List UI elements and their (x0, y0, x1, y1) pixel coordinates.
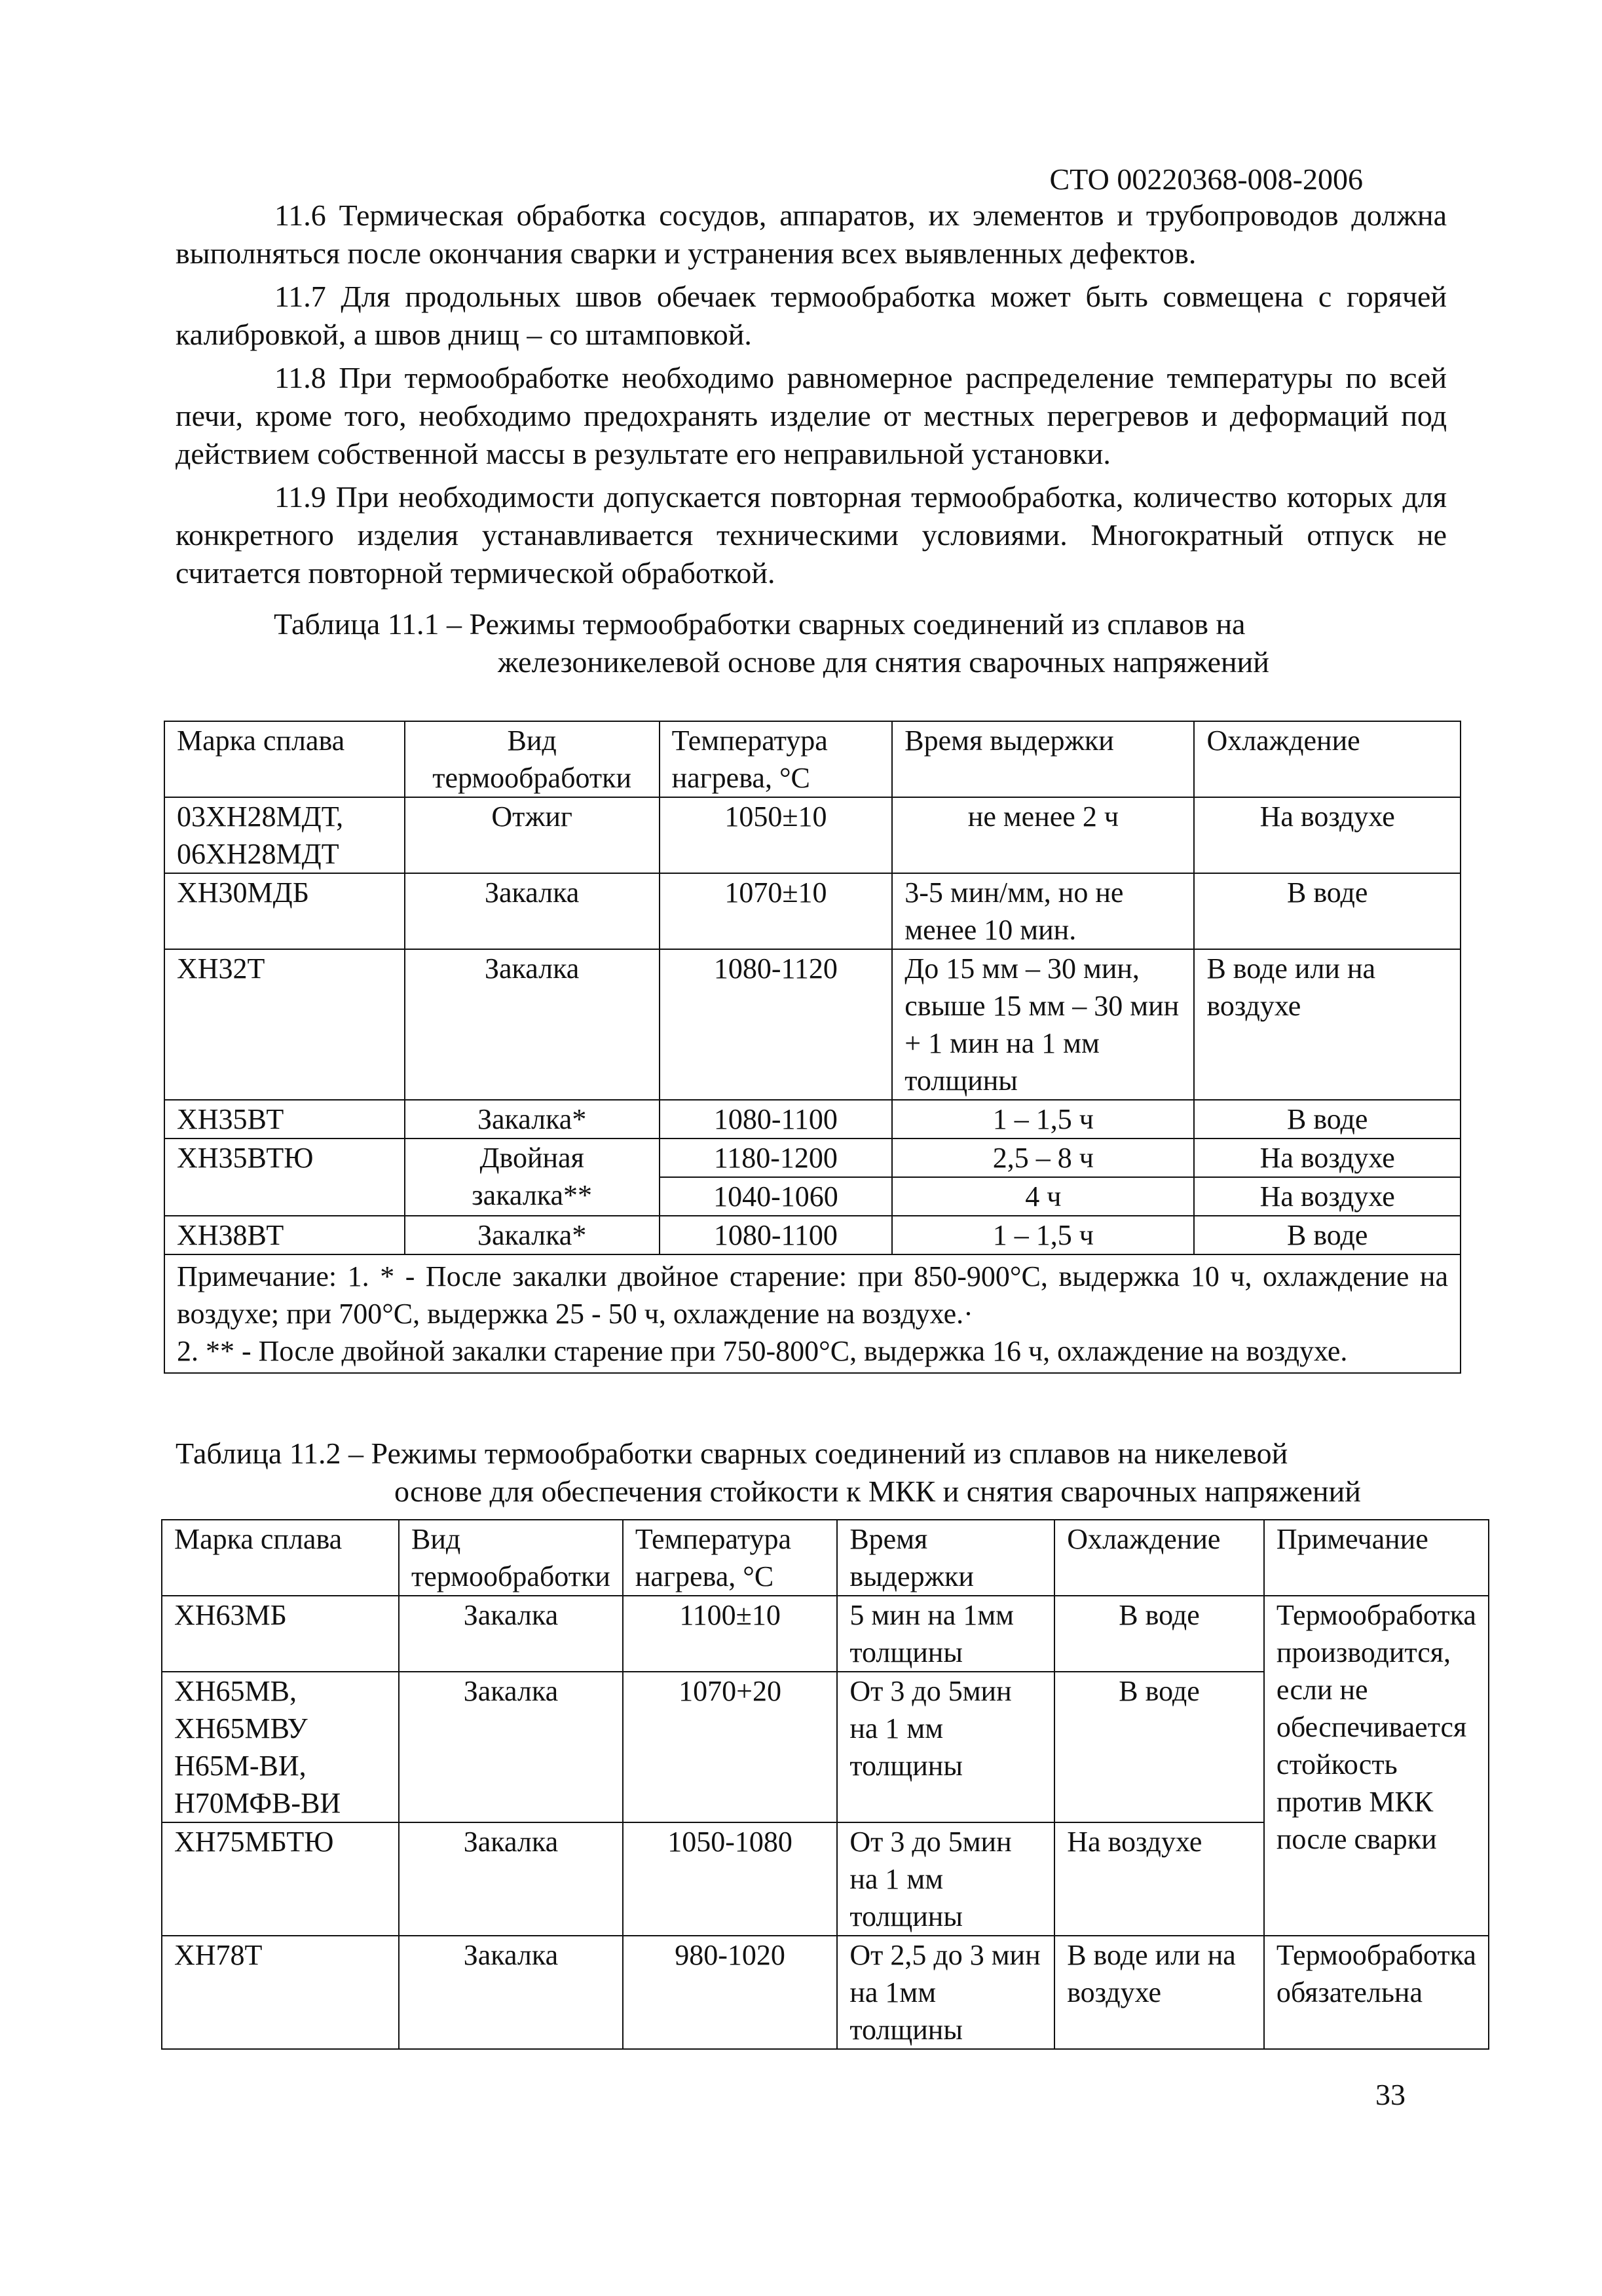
table-11-2 (161, 1519, 1489, 2050)
cell-alloy: ХН78Т (162, 1936, 399, 2049)
table-row (162, 1596, 1489, 1672)
cell-time: 1 – 1,5 ч (892, 1100, 1194, 1139)
cell-remark: Термообработка обязательна (1264, 1936, 1489, 2049)
table-row (164, 949, 1461, 1100)
cell-temperature: 1180-1200 (660, 1139, 893, 1177)
cell-alloy: ХН63МБ (162, 1596, 399, 1672)
table-11-1 (164, 721, 1461, 1374)
cell-time: 4 ч (892, 1177, 1194, 1216)
cell-alloy: ХН75МБТЮ (162, 1822, 399, 1936)
cell-cooling: В воде (1194, 1216, 1461, 1254)
cell-alloy: 03ХН28МДТ, 06ХН28МДТ (164, 797, 405, 873)
header-treatment: Вид термообработки (405, 721, 660, 797)
table-1-caption-line-1: Таблица 11.1 – Режимы термообработки сварных соединений из сплавов на (274, 607, 1246, 641)
cell-temperature: 1050±10 (660, 797, 893, 873)
cell-cooling: В воде (1054, 1672, 1264, 1822)
note-2: 2. ** - После двойной закалки старение при 750-800°С, выдержка 16 ч, охлаждение на воздухе. (177, 1335, 1348, 1367)
document-code: СТО 00220368-008-2006 (1049, 162, 1363, 196)
cell-cooling: На воздухе (1054, 1822, 1264, 1936)
table-row (164, 1139, 1461, 1177)
cell-time: 2,5 – 8 ч (892, 1139, 1194, 1177)
table-header-row (162, 1520, 1489, 1596)
cell-temperature: 1080-1100 (660, 1100, 893, 1139)
cell-time: От 3 до 5мин на 1 мм толщины (837, 1822, 1054, 1936)
cell-cooling: На воздухе (1194, 1177, 1461, 1216)
cell-temperature: 1100±10 (623, 1596, 837, 1672)
cell-time: 3-5 мин/мм, но не менее 10 мин. (892, 873, 1194, 949)
header-temperature: Температура нагрева, °С (660, 721, 893, 797)
table-row (162, 1936, 1489, 2049)
cell-treatment: Двойная закалка** (405, 1139, 660, 1216)
cell-alloy: ХН65МВ, ХН65МВУ Н65М-ВИ, Н70МФВ-ВИ (162, 1672, 399, 1822)
cell-treatment: Закалка (405, 873, 660, 949)
table-header-row (164, 721, 1461, 797)
cell-temperature: 1040-1060 (660, 1177, 893, 1216)
cell-treatment: Закалка* (405, 1216, 660, 1254)
cell-cooling: В воде или на воздухе (1054, 1936, 1264, 2049)
cell-temperature: 1070±10 (660, 873, 893, 949)
cell-treatment: Закалка (399, 1596, 623, 1672)
cell-treatment: Отжиг (405, 797, 660, 873)
cell-temperature: 1050-1080 (623, 1822, 837, 1936)
header-alloy: Марка сплава (164, 721, 405, 797)
header-temperature: Температура нагрева, °С (623, 1520, 837, 1596)
cell-treatment: Закалка (399, 1936, 623, 2049)
cell-time: 1 – 1,5 ч (892, 1216, 1194, 1254)
header-remark: Примечание (1264, 1520, 1489, 1596)
table-note-row (164, 1254, 1461, 1373)
header-treatment: Вид термообработки (399, 1520, 623, 1596)
cell-temperature: 1070+20 (623, 1672, 837, 1822)
cell-alloy: ХН35ВТЮ (164, 1139, 405, 1216)
cell-cooling: В воде (1194, 873, 1461, 949)
cell-time: не менее 2 ч (892, 797, 1194, 873)
cell-cooling: На воздухе (1194, 1139, 1461, 1177)
paragraph-11-6: 11.6 Термическая обработка сосудов, аппаратов, их элементов и трубопроводов должна выполняться после окончания сварки и устранения всех выявленных дефектов. (176, 198, 1447, 270)
cell-treatment: Закалка* (405, 1100, 660, 1139)
cell-cooling: В воде (1194, 1100, 1461, 1139)
note-1: Примечание: 1. * - После закалки двойное старение: при 850-900°С, выдержка 10 ч, охлаждение на воздухе; при 700°С, выдержка 25 - 50 ч, охлаждение на воздухе.· (177, 1260, 1448, 1330)
cell-temperature: 980-1020 (623, 1936, 837, 2049)
cell-treatment: Закалка (399, 1672, 623, 1822)
body-text (176, 197, 1447, 597)
table-1-caption-line-2: железоникелевой основе для снятия сварочных напряжений (498, 645, 1269, 679)
table-row (164, 1216, 1461, 1254)
table-note (164, 1254, 1461, 1373)
cell-alloy: ХН35ВТ (164, 1100, 405, 1139)
table-row (164, 797, 1461, 873)
cell-remark-group: Термообработка производится, если не обеспечивается стойкость против МКК после сварки (1264, 1596, 1489, 1936)
header-cooling: Охлаждение (1194, 721, 1461, 797)
cell-treatment: Закалка (399, 1822, 623, 1936)
table-2-caption-line-2: основе для обеспечения стойкости к МКК и снятия сварочных напряжений (394, 1475, 1361, 1508)
cell-temperature: 1080-1120 (660, 949, 893, 1100)
page-number: 33 (1375, 2078, 1406, 2111)
cell-time: 5 мин на 1мм толщины (837, 1596, 1054, 1672)
cell-cooling: На воздухе (1194, 797, 1461, 873)
cell-time: От 3 до 5мин на 1 мм толщины (837, 1672, 1054, 1822)
cell-time: До 15 мм – 30 мин, свыше 15 мм – 30 мин + 1 мин на 1 мм толщины (892, 949, 1194, 1100)
paragraph-11-7: 11.7 Для продольных швов обечаек термообработка может быть совмещена с горячей калибровкой, а швов днищ – со штамповкой. (176, 280, 1447, 351)
header-cooling: Охлаждение (1054, 1520, 1264, 1596)
cell-alloy: ХН32Т (164, 949, 405, 1100)
cell-treatment: Закалка (405, 949, 660, 1100)
cell-time: От 2,5 до 3 мин на 1мм толщины (837, 1936, 1054, 2049)
cell-temperature: 1080-1100 (660, 1216, 893, 1254)
cell-alloy: ХН38ВТ (164, 1216, 405, 1254)
cell-alloy: ХН30МДБ (164, 873, 405, 949)
table-row (164, 873, 1461, 949)
header-time: Время выдержки (837, 1520, 1054, 1596)
cell-cooling: В воде (1054, 1596, 1264, 1672)
cell-cooling: В воде или на воздухе (1194, 949, 1461, 1100)
paragraph-11-9: 11.9 При необходимости допускается повторная термообработка, количество которых для конкретного изделия устанавливается техническими условиями. Многократный отпуск не считается повторной термической обработкой. (176, 480, 1447, 590)
table-2-caption-line-1: Таблица 11.2 – Режимы термообработки сварных соединений из сплавов на никелевой (176, 1437, 1288, 1470)
header-alloy: Марка сплава (162, 1520, 399, 1596)
header-time: Время выдержки (892, 721, 1194, 797)
table-row (164, 1100, 1461, 1139)
paragraph-11-8: 11.8 При термообработке необходимо равномерное распределение температуры по всей печи, кроме того, необходимо предохранять изделие от местных перегревов и деформаций под действием собственной массы в результате его неправильной установки. (176, 361, 1447, 470)
